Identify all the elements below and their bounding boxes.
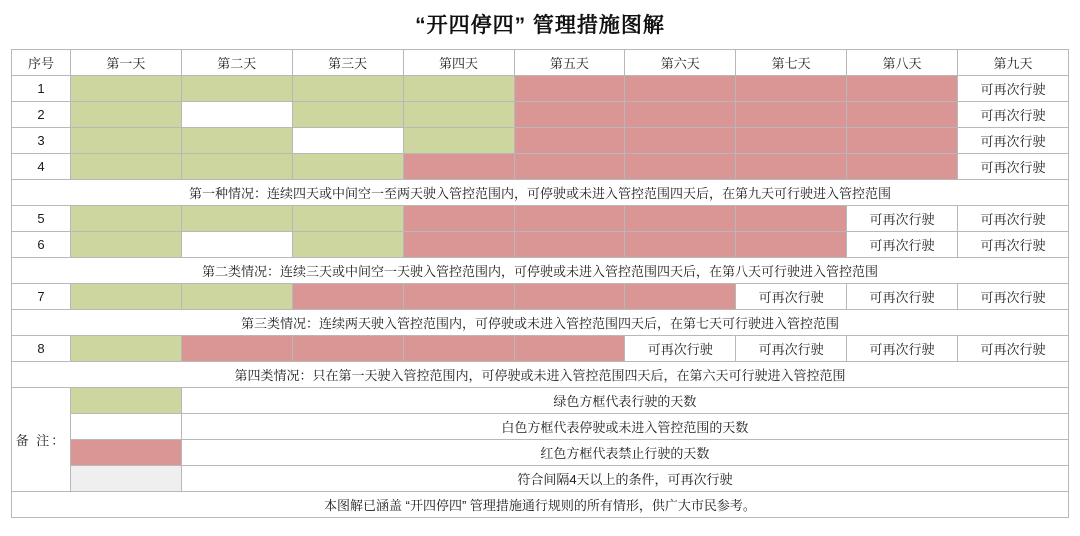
- case-note-2: 第二类情况：连续三天或中间空一天驶入管控范围内，可停驶或未进入管控范围四天后，在第八天可行驶进入管控范围: [12, 258, 1069, 284]
- row-index: 5: [12, 206, 71, 232]
- page-title: “开四停四” 管理措施图解: [415, 14, 665, 37]
- remark-label: 备 注：: [12, 388, 71, 492]
- footer-row: [12, 492, 1069, 518]
- case-note-row: [12, 362, 1069, 388]
- table-row: [12, 102, 1069, 128]
- row-index: 7: [12, 284, 71, 310]
- day-cell: [847, 76, 958, 102]
- day-cell: [625, 232, 736, 258]
- header-cell-day9: 第九天: [958, 50, 1069, 76]
- day-cell: [181, 206, 292, 232]
- day-cell: [736, 76, 847, 102]
- case-note-3: 第三类情况：连续两天驶入管控范围内，可停驶或未进入管控范围四天后，在第七天可行驶进入管控范围: [12, 310, 1069, 336]
- day-cell: [514, 102, 625, 128]
- table-header-row: [12, 50, 1069, 76]
- day-cell: [181, 284, 292, 310]
- day-cell: [292, 284, 403, 310]
- day-cell: [292, 232, 403, 258]
- row-index: 1: [12, 76, 71, 102]
- day-cell: [181, 102, 292, 128]
- header-cell-index: 序号: [12, 50, 71, 76]
- header-cell-day6: 第六天: [625, 50, 736, 76]
- table-row: [12, 336, 1069, 362]
- day-cell: [403, 206, 514, 232]
- case-note-row: [12, 180, 1069, 206]
- day-cell: [625, 76, 736, 102]
- header-cell-day1: 第一天: [71, 50, 182, 76]
- day-cell: [514, 206, 625, 232]
- remark-row: [12, 466, 1069, 492]
- day-cell: [625, 154, 736, 180]
- day-cell: [625, 284, 736, 310]
- remark-text-green: 绿色方框代表行驶的天数: [181, 388, 1068, 414]
- day-cell: [847, 102, 958, 128]
- day-cell: [181, 128, 292, 154]
- day-cell-resume: 可再次行驶: [625, 336, 736, 362]
- remark-swatch-green: [71, 388, 182, 414]
- day-cell-resume: 可再次行驶: [958, 206, 1069, 232]
- day-cell-resume: 可再次行驶: [958, 76, 1069, 102]
- day-cell: [847, 154, 958, 180]
- remark-swatch-white: [71, 414, 182, 440]
- day-cell-resume: 可再次行驶: [847, 336, 958, 362]
- day-cell: [71, 76, 182, 102]
- day-cell-resume: 可再次行驶: [736, 336, 847, 362]
- day-cell: [625, 102, 736, 128]
- remark-row: [12, 440, 1069, 466]
- day-cell: [71, 232, 182, 258]
- schedule-table-body: [12, 50, 1069, 518]
- row-index: 3: [12, 128, 71, 154]
- day-cell-resume: 可再次行驶: [958, 284, 1069, 310]
- header-cell-day5: 第五天: [514, 50, 625, 76]
- schedule-table: [11, 49, 1069, 518]
- row-index: 2: [12, 102, 71, 128]
- day-cell: [71, 336, 182, 362]
- day-cell-resume: 可再次行驶: [958, 102, 1069, 128]
- case-note-row: [12, 310, 1069, 336]
- remark-text-red: 红色方框代表禁止行驶的天数: [181, 440, 1068, 466]
- day-cell: [514, 284, 625, 310]
- day-cell: [292, 154, 403, 180]
- header-cell-day2: 第二天: [181, 50, 292, 76]
- day-cell: [736, 128, 847, 154]
- table-row: [12, 76, 1069, 102]
- day-cell: [181, 154, 292, 180]
- day-cell: [514, 232, 625, 258]
- day-cell: [403, 336, 514, 362]
- row-index: 8: [12, 336, 71, 362]
- day-cell: [292, 206, 403, 232]
- day-cell: [71, 128, 182, 154]
- day-cell: [181, 336, 292, 362]
- day-cell-resume: 可再次行驶: [958, 154, 1069, 180]
- day-cell-resume: 可再次行驶: [958, 128, 1069, 154]
- day-cell: [181, 76, 292, 102]
- remark-swatch-red: [71, 440, 182, 466]
- day-cell: [292, 128, 403, 154]
- day-cell: [292, 76, 403, 102]
- case-note-1: 第一种情况：连续四天或中间空一至两天驶入管控范围内，可停驶或未进入管控范围四天后，在第九天可行驶进入管控范围: [12, 180, 1069, 206]
- day-cell: [71, 154, 182, 180]
- day-cell-resume: 可再次行驶: [958, 336, 1069, 362]
- header-cell-day3: 第三天: [292, 50, 403, 76]
- remark-row: [12, 414, 1069, 440]
- day-cell: [847, 128, 958, 154]
- day-cell: [292, 336, 403, 362]
- table-row: [12, 128, 1069, 154]
- day-cell-resume: 可再次行驶: [847, 232, 958, 258]
- day-cell: [403, 232, 514, 258]
- day-cell: [292, 102, 403, 128]
- remark-swatch-grey: [71, 466, 182, 492]
- day-cell: [514, 154, 625, 180]
- day-cell: [71, 102, 182, 128]
- day-cell: [181, 232, 292, 258]
- day-cell: [736, 232, 847, 258]
- day-cell: [736, 154, 847, 180]
- row-index: 6: [12, 232, 71, 258]
- day-cell: [736, 206, 847, 232]
- day-cell: [625, 206, 736, 232]
- day-cell: [403, 284, 514, 310]
- day-cell: [403, 102, 514, 128]
- day-cell: [514, 76, 625, 102]
- header-cell-day4: 第四天: [403, 50, 514, 76]
- table-row: [12, 284, 1069, 310]
- day-cell: [625, 128, 736, 154]
- table-row: [12, 154, 1069, 180]
- header-cell-day8: 第八天: [847, 50, 958, 76]
- table-row: [12, 206, 1069, 232]
- day-cell: [403, 128, 514, 154]
- header-cell-day7: 第七天: [736, 50, 847, 76]
- day-cell-resume: 可再次行驶: [736, 284, 847, 310]
- day-cell: [71, 206, 182, 232]
- day-cell-resume: 可再次行驶: [847, 206, 958, 232]
- day-cell: [514, 336, 625, 362]
- day-cell: [71, 284, 182, 310]
- table-row: [12, 232, 1069, 258]
- case-note-4: 第四类情况：只在第一天驶入管控范围内，可停驶或未进入管控范围四天后，在第六天可行驶进入管控范围: [12, 362, 1069, 388]
- case-note-row: [12, 258, 1069, 284]
- day-cell: [403, 76, 514, 102]
- day-cell-resume: 可再次行驶: [847, 284, 958, 310]
- day-cell: [514, 128, 625, 154]
- day-cell: [736, 102, 847, 128]
- remark-text-white: 白色方框代表停驶或未进入管控范围的天数: [181, 414, 1068, 440]
- footer-note: 本图解已涵盖 “开四停四” 管理措施通行规则的所有情形，供广大市民参考。: [12, 492, 1069, 518]
- day-cell: [403, 154, 514, 180]
- remark-text-grey: 符合间隔4天以上的条件，可再次行驶: [181, 466, 1068, 492]
- day-cell-resume: 可再次行驶: [958, 232, 1069, 258]
- remark-row: [12, 388, 1069, 414]
- row-index: 4: [12, 154, 71, 180]
